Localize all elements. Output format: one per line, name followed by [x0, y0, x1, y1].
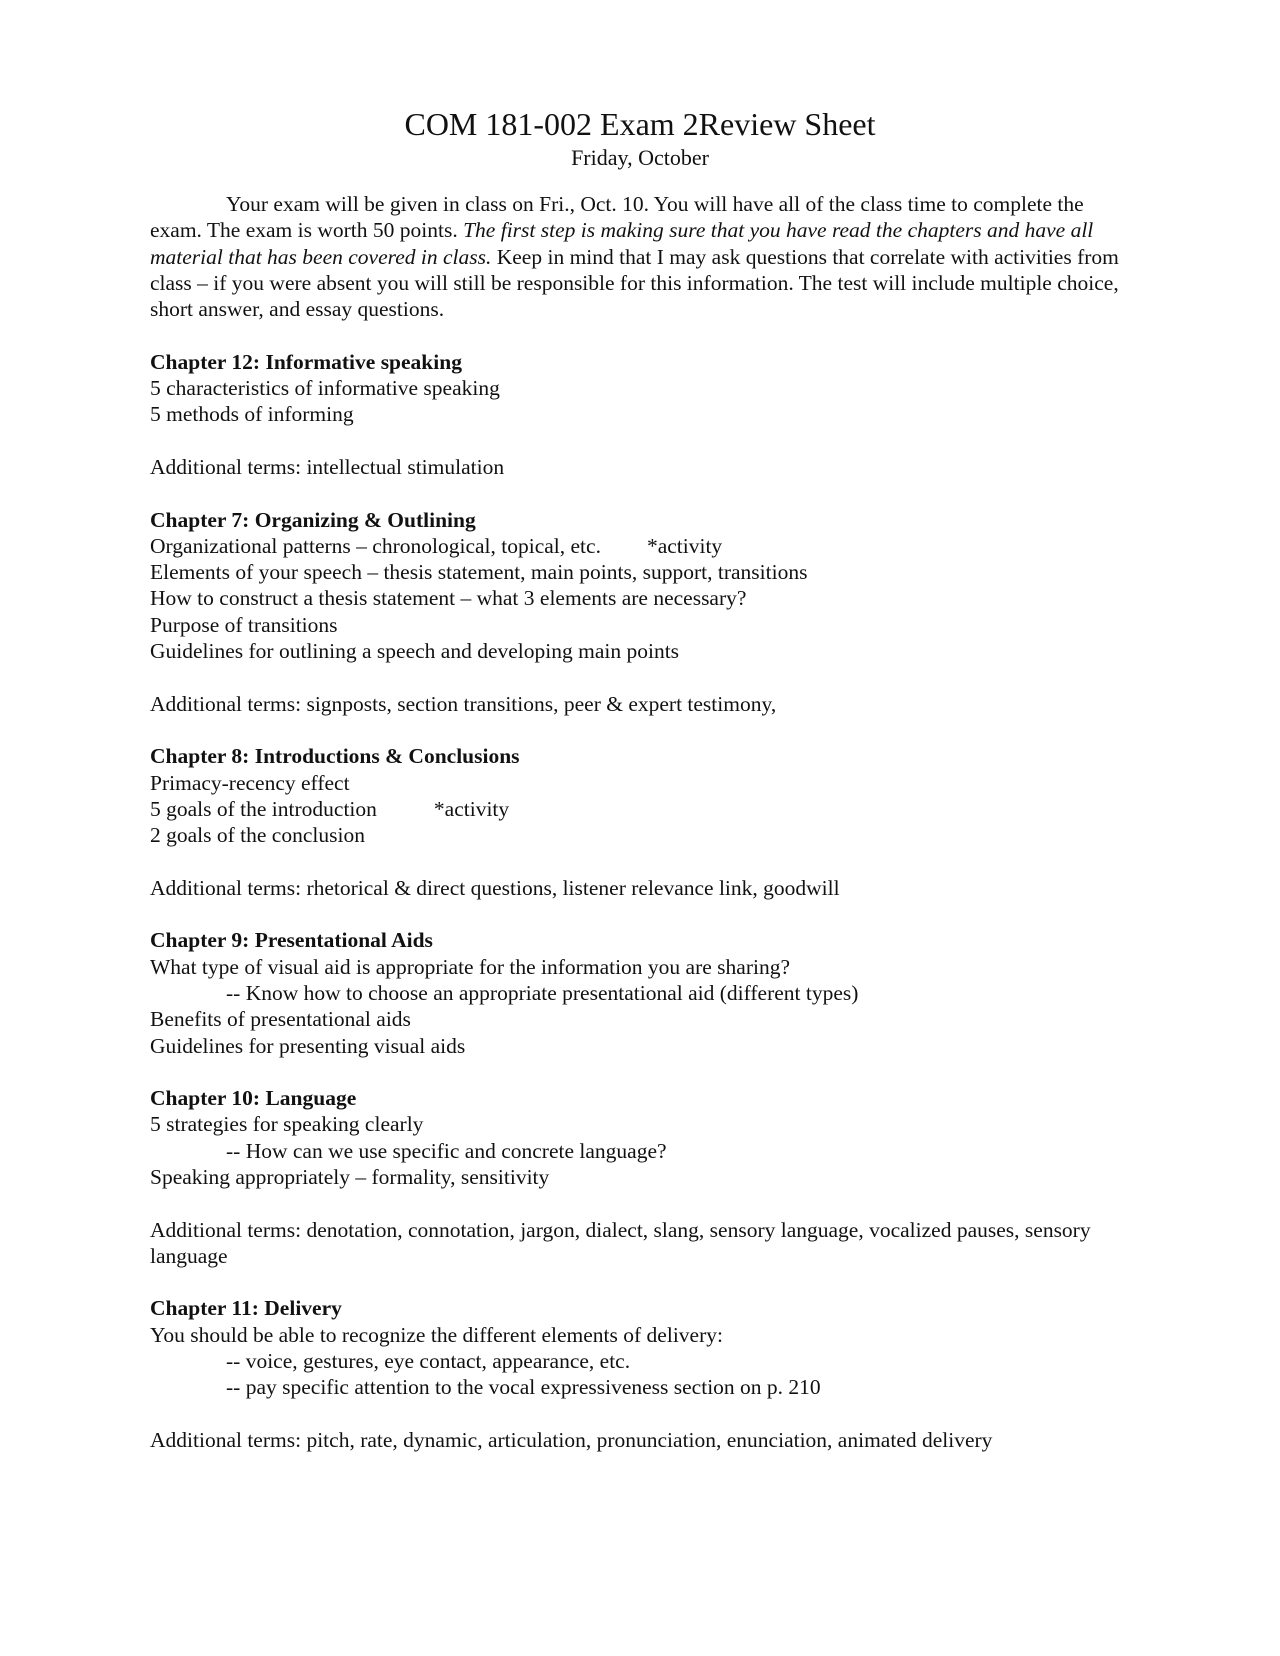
chapter-12-additional-terms: Additional terms: intellectual stimulation	[150, 454, 505, 479]
chapter-9-line: Benefits of presentational aids	[150, 1007, 411, 1032]
chapter-10-additional-terms: Additional terms: denotation, connotation, jargon, dialect, slang, sensory language, vocalized pauses, sensory language	[150, 1217, 1091, 1268]
chapter-8-line: 2 goals of the conclusion	[150, 823, 365, 848]
page-subtitle: Friday, October	[571, 145, 709, 170]
intro-italic-text: The first step is making sure that you have read the chapters and have all material that has been covered in class.	[150, 218, 1094, 269]
intro-paragraph	[150, 191, 1130, 322]
chapter-9-subpoint: -- Know how to choose an appropriate presentational aid (different types)	[226, 980, 859, 1005]
chapter-8-section	[150, 743, 1130, 901]
document-body	[150, 191, 1130, 1453]
chapter-7-line-text: Organizational patterns – chronological, topical, etc.	[150, 533, 601, 558]
chapter-7-line: Purpose of transitions	[150, 612, 338, 637]
chapter-8-line: Primacy-recency effect	[150, 770, 350, 795]
chapter-11-line: You should be able to recognize the different elements of delivery:	[150, 1322, 723, 1347]
chapter-7-heading: Chapter 7: Organizing & Outlining	[150, 507, 476, 532]
activity-marker: *activity	[433, 796, 510, 821]
chapter-7-additional-terms: Additional terms: signposts, section transitions, peer & expert testimony,	[150, 691, 777, 716]
chapter-11-section	[150, 1295, 1130, 1453]
chapter-8-additional-terms: Additional terms: rhetorical & direct questions, listener relevance link, goodwill	[150, 875, 840, 900]
chapter-9-line: What type of visual aid is appropriate for the information you are sharing?	[150, 954, 791, 979]
chapter-7-section	[150, 507, 1130, 717]
chapter-8-line-text: 5 goals of the introduction	[150, 796, 377, 821]
chapter-7-line: How to construct a thesis statement – what 3 elements are necessary?	[150, 586, 747, 611]
chapter-7-line: Guidelines for outlining a speech and developing main points	[150, 639, 680, 664]
chapter-11-additional-terms: Additional terms: pitch, rate, dynamic, articulation, pronunciation, enunciation, animated delivery	[150, 1427, 993, 1452]
chapter-10-subpoint: -- How can we use specific and concrete language?	[226, 1138, 667, 1163]
chapter-12-heading: Chapter 12: Informative speaking	[150, 349, 462, 374]
chapter-8-heading: Chapter 8: Introductions & Conclusions	[150, 744, 520, 769]
chapter-10-section	[150, 1085, 1130, 1269]
chapter-9-heading: Chapter 9: Presentational Aids	[150, 928, 433, 953]
chapter-12-line: 5 methods of informing	[150, 402, 354, 427]
page-title: COM 181-002 Exam 2Review Sheet	[404, 106, 876, 142]
chapter-10-heading: Chapter 10: Language	[150, 1086, 357, 1111]
chapter-11-heading: Chapter 11: Delivery	[150, 1296, 342, 1321]
chapter-12-section	[150, 349, 1130, 480]
chapter-11-subpoint: -- voice, gestures, eye contact, appearance, etc.	[226, 1349, 631, 1374]
chapter-9-line: Guidelines for presenting visual aids	[150, 1033, 466, 1058]
chapter-9-section	[150, 927, 1130, 1058]
chapter-11-subpoint: -- pay specific attention to the vocal expressiveness section on p. 210	[226, 1375, 821, 1400]
chapter-7-line	[150, 533, 1130, 559]
chapter-10-line: 5 strategies for speaking clearly	[150, 1112, 424, 1137]
chapter-8-line	[150, 796, 1130, 822]
intro-text-1: Your exam will be given in class on Fri., Oct. 10. You will have all of the class time to complete the exam. The exam is worth 50 points.	[150, 192, 1084, 243]
activity-marker: *activity	[646, 533, 723, 558]
chapter-7-line: Elements of your speech – thesis statement, main points, support, transitions	[150, 560, 808, 585]
intro-text-2: Keep in mind that I may ask questions that correlate with activities from class – if you were absent you will still be responsible for this information. The test will include multiple choice, short answer, and essay questions.	[150, 244, 1119, 322]
chapter-10-line: Speaking appropriately – formality, sensitivity	[150, 1164, 550, 1189]
chapter-12-line: 5 characteristics of informative speaking	[150, 376, 500, 401]
